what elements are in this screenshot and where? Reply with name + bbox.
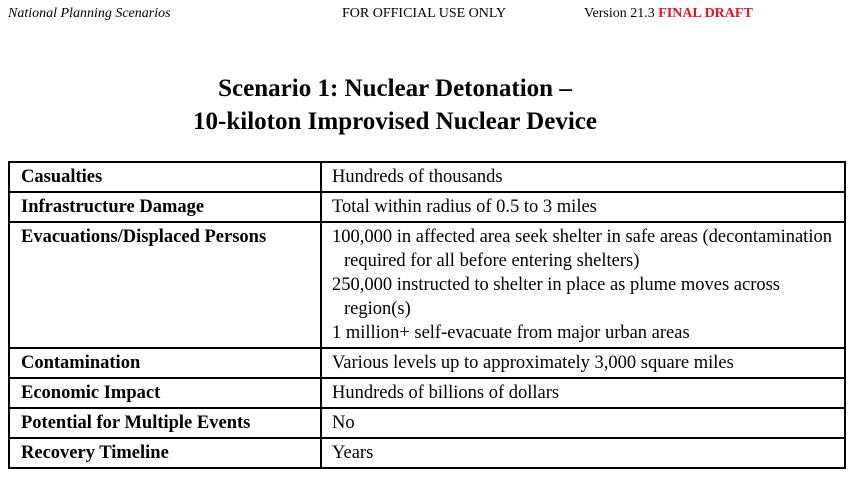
row-value: Years (321, 438, 845, 468)
table-row-multiple-events (9, 408, 845, 438)
row-label: Contamination (9, 348, 321, 378)
row-label: Casualties (9, 162, 321, 192)
row-label: Potential for Multiple Events (9, 408, 321, 438)
row-value: Total within radius of 0.5 to 3 miles (321, 192, 845, 222)
version-info (584, 6, 753, 22)
row-value (321, 222, 845, 348)
row-label: Recovery Timeline (9, 438, 321, 468)
table-row-evacuations (9, 222, 845, 348)
version-label: Version 21.3 (584, 6, 655, 21)
scenario-summary-table (8, 161, 846, 469)
row-value: Hundreds of billions of dollars (321, 378, 845, 408)
row-value: No (321, 408, 845, 438)
page-header (0, 6, 854, 24)
row-label: Infrastructure Damage (9, 192, 321, 222)
classification-label: FOR OFFICIAL USE ONLY (342, 6, 507, 21)
table-row-economic-impact (9, 378, 845, 408)
row-label: Economic Impact (9, 378, 321, 408)
scenario-title (0, 72, 790, 138)
table-row-infrastructure-damage (9, 192, 845, 222)
table-row-casualties (9, 162, 845, 192)
list-item: 1 million+ self-evacuate from major urban areas (332, 323, 690, 343)
scenario-title-line-1: Scenario 1: Nuclear Detonation – (218, 75, 572, 102)
list-item: 250,000 instructed to shelter in place as plume moves across region(s) (332, 275, 781, 319)
scenario-title-line-2: 10-kiloton Improvised Nuclear Device (193, 108, 597, 135)
table-row-contamination (9, 348, 845, 378)
row-value: Various levels up to approximately 3,000 square miles (321, 348, 845, 378)
document-series-label: National Planning Scenarios (8, 6, 171, 21)
draft-status-label: FINAL DRAFT (658, 6, 753, 21)
table-row-recovery-timeline (9, 438, 845, 468)
row-label: Evacuations/Displaced Persons (9, 222, 321, 348)
row-value: Hundreds of thousands (321, 162, 845, 192)
list-item: 100,000 in affected area seek shelter in safe areas (decontamination required for all before entering shelters) (332, 227, 832, 271)
